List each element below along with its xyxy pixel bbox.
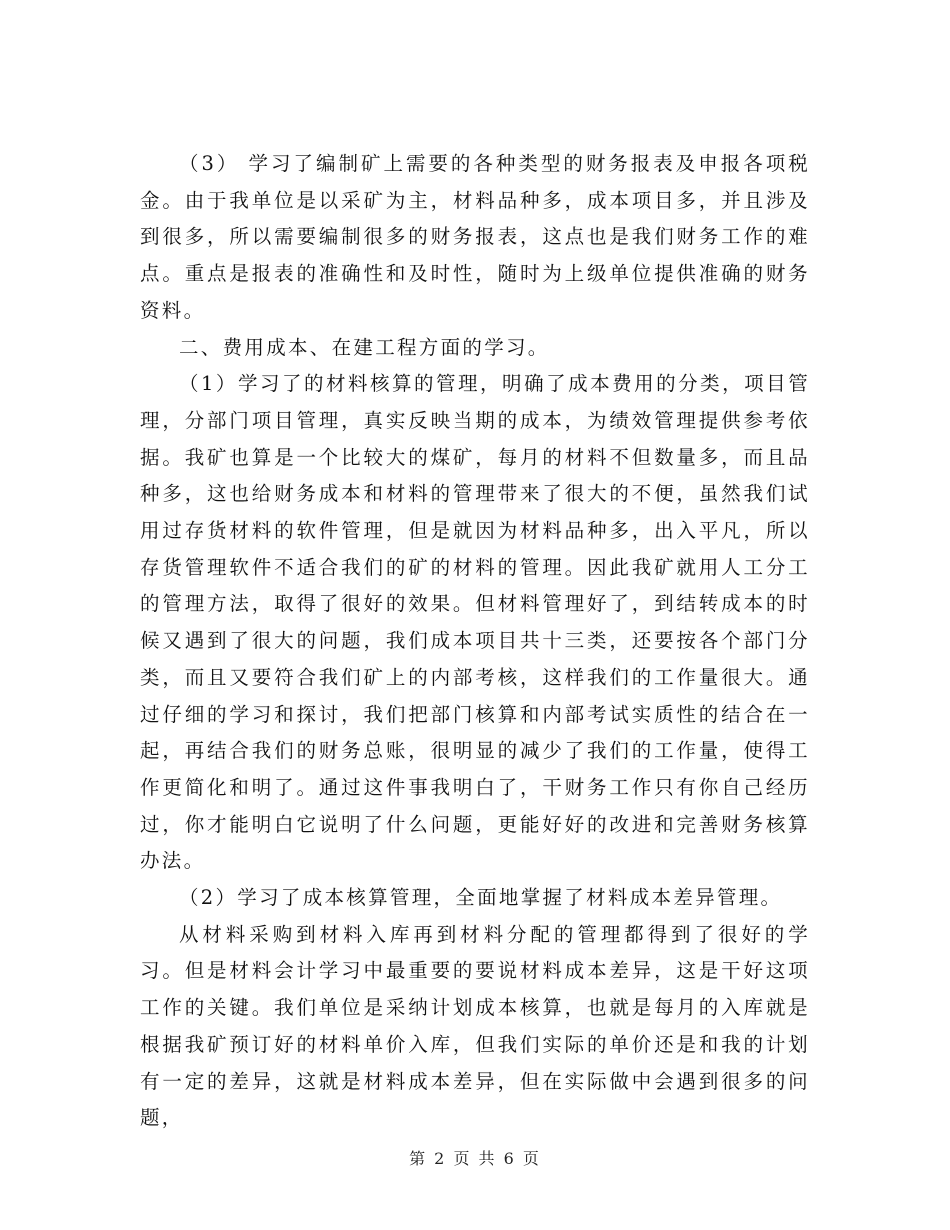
document-body [140, 146, 810, 1137]
paragraph-financial-reports: （3） 学习了编制矿上需要的各种类型的财务报表及申报各项税金。由于我单位是以采矿为主，材料品种多，成本项目多，并且涉及到很多，所以需要编制很多的财务报表，这点也是我们财务工作的难点。重点是报表的准确性和及时性，随时为上级单位提供准确的财务资料。 [140, 152, 810, 322]
section-heading-cost: 二、费用成本、在建工程方面的学习。 [179, 335, 550, 359]
paragraph-material-accounting: （1）学习了的材料核算的管理，明确了成本费用的分类，项目管理，分部门项目管理，真实反映当期的成本，为绩效管理提供参考依据。我矿也算是一个比较大的煤矿，每月的材料不但数量多，而且品种多，这也给财务成本和材料的管理带来了很大的不便，虽然我们试用过存货材料的软件管理，但是就因为材料品种多，出入平凡，所以存货管理软件不适合我们的矿的材料的管理。因此我矿就用人工分工的管理方法，取得了很好的效果。但材料管理好了，到结转成本的时候又遇到了很大的问题，我们成本项目共十三类，还要按各个部门分类，而且又要符合我们矿上的内部考核，这样我们的工作量很大。通过仔细的学习和探讨，我们把部门核算和内部考试实质性的结合在一起，再结合我们的财务总账，很明显的减少了我们的工作量，使得工作更简化和明了。通过这件事我明白了，干财务工作只有你自己经历过，你才能明白它说明了什么问题，更能好好的改进和完善财务核算办法。 [140, 372, 810, 873]
page-number-footer: 第 2 页 共 6 页 [409, 1149, 541, 1168]
paragraph-cost-variance: 从材料采购到材料入库再到材料分配的管理都得到了很好的学习。但是材料会计学习中最重要的要说材料成本差异，这是干好这项工作的关键。我们单位是采纳计划成本核算，也就是每月的入库就是根据我矿预订好的材料单价入库，但我们实际的单价还是和我的计划有一定的差异，这就是材料成本差异，但在实际做中会遇到很多的问题， [140, 922, 810, 1130]
paragraph-cost-accounting: （2）学习了成本核算管理，全面地掌握了材料成本差异管理。 [179, 886, 783, 910]
